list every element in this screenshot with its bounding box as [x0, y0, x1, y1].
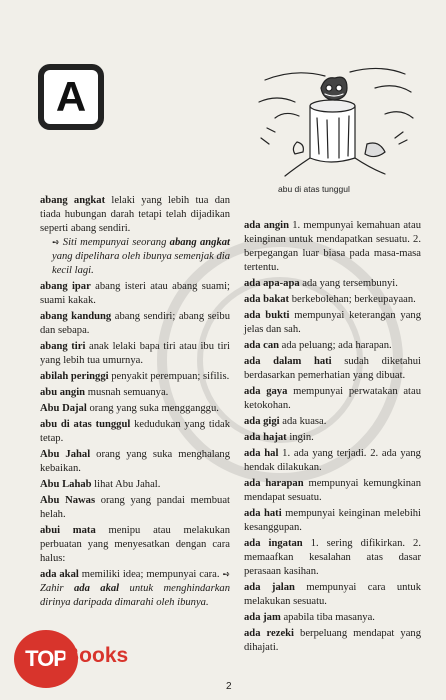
entry — [244, 339, 421, 353]
entry-headword: Abu Lahab — [40, 479, 92, 490]
entry-definition: lelaki yang lebih tua dan tiada hubungan darah tetapi telah dijadikan seperti abang sendiri. — [40, 195, 230, 234]
entry — [40, 402, 230, 416]
entry-headword: ada jalan — [244, 582, 295, 593]
entry-headword: ada harapan — [244, 478, 304, 489]
entry-definition: ada kuasa. — [279, 416, 327, 427]
topbooks-logo — [0, 630, 160, 690]
section-letter-badge: A — [38, 64, 104, 130]
entry-definition: menipu atau melakukan perbuatan yang menyesatkan dengan cara halus: — [40, 525, 231, 564]
entry — [244, 581, 421, 609]
entry-definition: 1. ada yang terjadi. 2. ada yang hendak dilakukan. — [244, 448, 421, 473]
entry-definition: abang isteri atau abang suami; suami kakak. — [40, 281, 230, 306]
entry-headword: ada can — [244, 340, 280, 351]
entry-headword: abang ipar — [40, 281, 91, 292]
entry-example: ➺ Zahir ada akal untuk menghindarkan dirinya daripada dimarahi oleh ibunya. — [40, 570, 231, 608]
entry-definition: abang sendiri; abang seibu dan sebapa. — [40, 311, 230, 336]
tree-stump-illustration — [255, 58, 415, 180]
entry-headword: abang kandung — [40, 311, 112, 322]
entry — [244, 477, 421, 505]
entry — [244, 355, 421, 383]
entry — [40, 310, 230, 338]
entry — [244, 309, 421, 337]
entry-definition: penyakit perempuan; sifilis. — [108, 371, 230, 382]
entry — [40, 370, 230, 384]
entry — [244, 431, 421, 445]
entry-headword: ada gigi — [244, 416, 280, 427]
entry-definition: orang yang suka menghalang kebaikan. — [40, 449, 231, 474]
right-column — [244, 219, 421, 657]
entry-headword: ada gaya — [244, 386, 288, 397]
entry-definition: musnah semuanya. — [85, 387, 169, 398]
entry — [244, 293, 421, 307]
entry-headword: ada ingatan — [244, 538, 303, 549]
entry-headword: ada dalam hati — [244, 356, 332, 367]
entry — [40, 478, 230, 492]
entry — [244, 219, 421, 275]
entry-headword: ada jam — [244, 612, 281, 623]
entry-headword: ada angin — [244, 220, 290, 231]
entry-definition: orang yang suka mengganggu. — [86, 403, 219, 414]
entry-definition: ingin. — [286, 432, 314, 443]
entry — [40, 386, 230, 400]
entry-example: ➺ Siti mempunyai seorang abang angkat yang dipelihara oleh ibunya semenjak dia kecil lagi. — [52, 237, 230, 276]
logo-books-text: Books — [64, 644, 129, 667]
entry-headword: Abu Dajal — [40, 403, 87, 414]
entry-definition: sudah diketahui berdasarkan pemerhatian yang dibuat. — [244, 356, 422, 381]
entry — [40, 194, 230, 278]
entry — [40, 340, 230, 368]
entry-headword: ada rezeki — [244, 628, 294, 639]
entry-definition: lihat Abu Jahal. — [91, 479, 161, 490]
entry — [244, 277, 421, 291]
entry-definition: berpeluang mendapat yang dihajati. — [244, 628, 421, 653]
entry-headword: ada apa-apa — [244, 278, 300, 289]
example-arrow-icon: ➺ — [52, 238, 60, 248]
entry — [244, 415, 421, 429]
example-arrow-icon: ➺ — [222, 570, 230, 580]
entry-definition: ada yang tersembunyi. — [299, 278, 398, 289]
entry — [40, 568, 230, 610]
entry — [40, 524, 230, 566]
entry — [244, 627, 421, 655]
illustration-caption: abu di atas tunggul — [278, 184, 350, 194]
entry — [244, 507, 421, 535]
entry-headword: abang tiri — [40, 341, 86, 352]
entry-definition: 1. sering difikirkan. 2. memaafkan kesalahan atas dasar perasaan kasihan. — [244, 538, 421, 577]
entry-headword: ada hati — [244, 508, 282, 519]
entry-definition: kedudukan yang tidak tetap. — [40, 419, 230, 444]
logo-top-badge: TOP — [14, 630, 78, 688]
entry-headword: abui mata — [40, 525, 96, 536]
entry — [40, 280, 230, 308]
entry-headword: ada akal — [40, 569, 79, 580]
entry-definition: apabila tiba masanya. — [280, 612, 375, 623]
entry-headword: ada hal — [244, 448, 279, 459]
entry-headword: abu angin — [40, 387, 86, 398]
entry — [244, 611, 421, 625]
entry — [244, 537, 421, 579]
entry — [244, 447, 421, 475]
entry-definition: memiliki idea; mempunyai cara. — [78, 569, 220, 580]
entry-headword: Abu Jahal — [40, 449, 91, 460]
entry-definition: mempunyai keinginan melebihi kesanggupan. — [244, 508, 422, 533]
entry-headword: abu di atas tunggul — [40, 419, 131, 430]
entry-definition: mempunyai keterangan yang jelas dan sah. — [244, 310, 421, 335]
entry-headword: Abu Nawas — [40, 495, 96, 506]
entry-headword: ada bukti — [244, 310, 290, 321]
entry — [40, 418, 230, 446]
entry-definition: 1. mempunyai kemahuan atau keinginan untuk mendapatkan sesuatu. 2. berpegangan luar biasa pada masa-masa tertentu. — [244, 220, 421, 273]
entry-definition: anak lelaki bapa tiri atau ibu tiri yang lebih tua umurnya. — [40, 341, 230, 366]
entry-definition: berkebolehan; berkeupayaan. — [289, 294, 416, 305]
entry-headword: ada hajat — [244, 432, 287, 443]
entry — [40, 494, 230, 522]
entry — [244, 385, 421, 413]
left-column — [40, 194, 230, 612]
entry-headword: abilah peringgi — [40, 371, 109, 382]
entry-definition: orang yang pandai membuat helah. — [40, 495, 230, 520]
entry-definition: mempunyai cara untuk melakukan sesuatu. — [244, 582, 421, 607]
entry — [40, 448, 230, 476]
entry-definition: ada peluang; ada harapan. — [279, 340, 392, 351]
entry-definition: mempunyai kemungkinan mendapat sesuatu. — [244, 478, 421, 503]
entry-headword: abang angkat — [40, 195, 106, 206]
page-number: 2 — [226, 681, 232, 692]
entry-headword: ada bakat — [244, 294, 290, 305]
entry-definition: mempunyai perwatakan atau ketokohan. — [244, 386, 421, 411]
